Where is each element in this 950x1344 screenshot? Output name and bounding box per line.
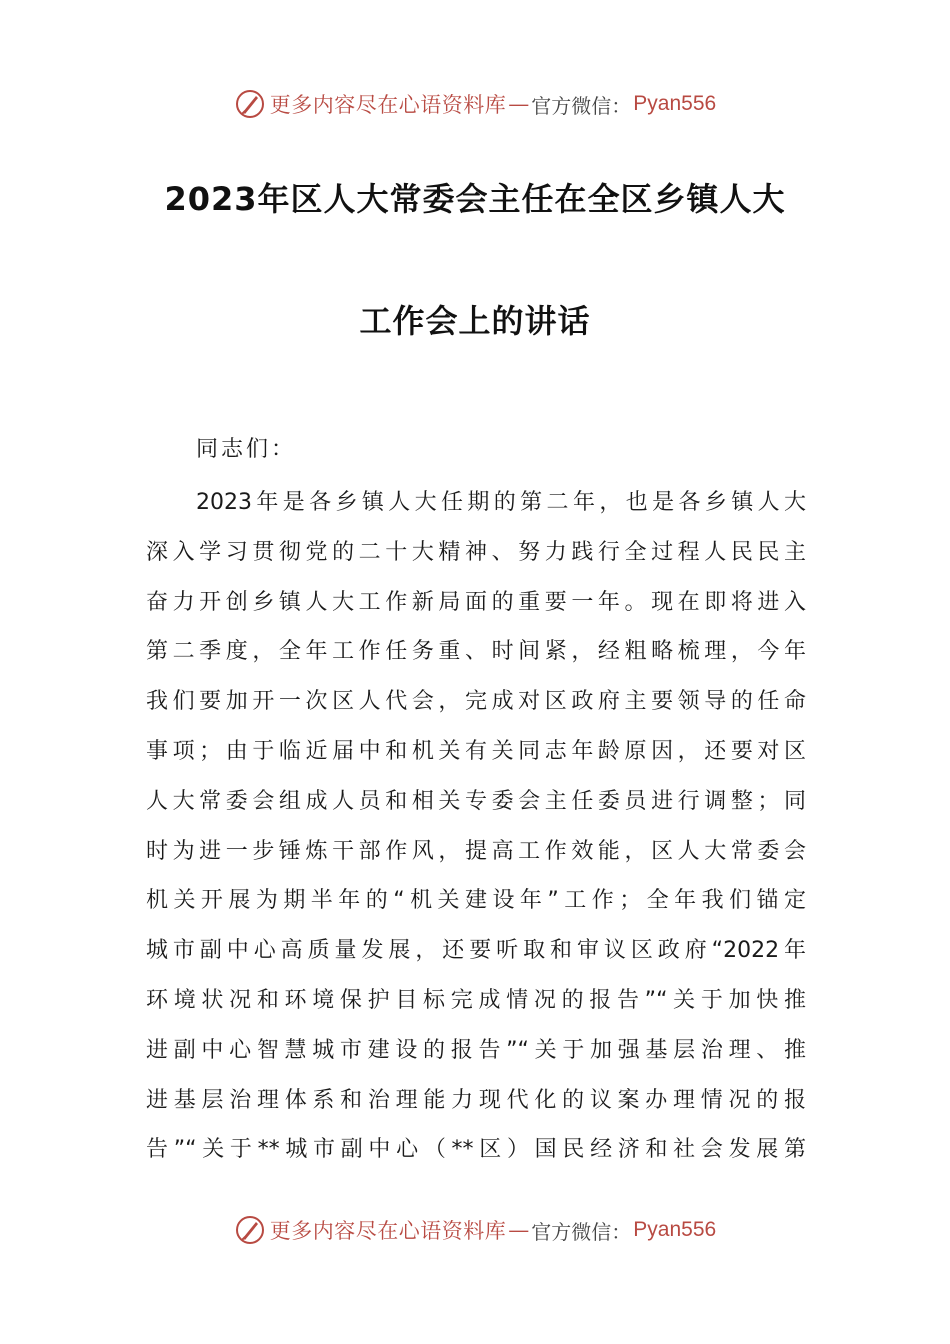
header-watermark-banner — [0, 84, 950, 124]
body-line: 进副中心智慧城市建设的报告”“关于加强基层治理、推 — [146, 1037, 806, 1063]
body-line: 第二季度，全年工作任务重、时间紧，经粗略梳理，今年 — [146, 639, 806, 665]
banner-wechat-id: Pyan556 — [633, 1218, 717, 1241]
body-line: 我们要加开一次区人代会，完成对区政府主要领导的任命 — [146, 689, 806, 715]
quill-logo-icon — [234, 88, 266, 120]
greeting: 同志们： — [196, 437, 297, 462]
banner-wechat-label: 官方微信： — [531, 1219, 632, 1244]
banner-wechat-id: Pyan556 — [633, 92, 717, 115]
body-line: 2023年是各乡镇人大任期的第二年，也是各乡镇人大 — [196, 490, 806, 515]
footer-watermark-banner — [0, 1210, 950, 1250]
document-title-line-2: 工作会上的讲话 — [359, 302, 591, 340]
body-line: 进基层治理体系和治理能力现代化的议案办理情况的报 — [146, 1087, 806, 1113]
banner-dash: — — [508, 1218, 530, 1242]
quill-logo-icon — [234, 1214, 266, 1246]
body-paragraph — [146, 478, 806, 1175]
banner-dash: — — [508, 92, 530, 116]
body-line: 机关开展为期半年的“机关建设年”工作；全年我们锚定 — [146, 888, 806, 914]
body-line: 城市副中心高质量发展，还要听取和审议区政府“2022年 — [146, 938, 806, 964]
body-line: 环境状况和环境保护目标完成情况的报告”“关于加快推 — [146, 987, 806, 1013]
body-line: 事项；由于临近届中和机关有关同志年龄原因，还要对区 — [146, 738, 806, 764]
body-line: 人大常委会组成人员和相关专委会主任委员进行调整；同 — [146, 788, 806, 814]
banner-wechat-label: 官方微信： — [531, 93, 632, 118]
banner-promo-text: 更多内容尽在心语资料库 — [269, 1219, 507, 1243]
banner-promo-text: 更多内容尽在心语资料库 — [269, 93, 507, 117]
body-line: 奋力开创乡镇人大工作新局面的重要一年。现在即将进入 — [146, 589, 806, 615]
document-title-line-1: 2023年区人大常委会主任在全区乡镇人大 — [164, 180, 786, 218]
body-line: 告”“关于**城市副中心（**区）国民经济和社会发展第 — [146, 1137, 806, 1163]
body-line: 深入学习贯彻党的二十大精神、努力践行全过程人民民主 — [146, 539, 806, 565]
body-line: 时为进一步锤炼干部作风，提高工作效能，区人大常委会 — [146, 838, 806, 864]
